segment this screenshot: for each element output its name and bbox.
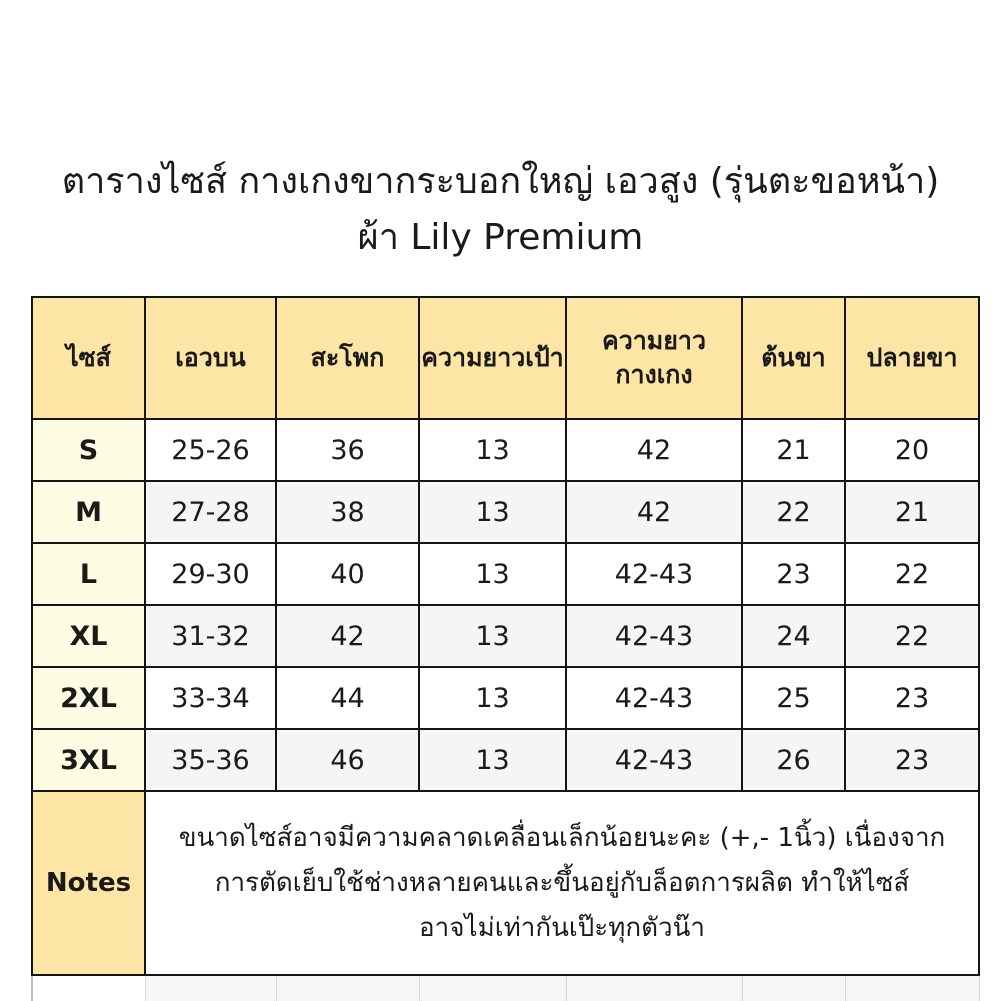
table-row: [32, 667, 979, 729]
header-size: ไซส์: [32, 297, 145, 419]
size-chart-table: [31, 296, 980, 1001]
hem-cell: 23: [845, 667, 979, 729]
header-rise: ความยาวเป้า: [419, 297, 566, 419]
header-length: ความยาวกางเกง: [566, 297, 742, 419]
thigh-cell: 25: [742, 667, 845, 729]
table-row: [32, 419, 979, 481]
hem-cell: 22: [845, 543, 979, 605]
blank-row: [32, 975, 979, 1001]
thigh-cell: 23: [742, 543, 845, 605]
header-thigh: ต้นขา: [742, 297, 845, 419]
length-cell: 42-43: [566, 667, 742, 729]
hem-cell: 20: [845, 419, 979, 481]
waist-cell: 27-28: [145, 481, 276, 543]
hem-cell: 21: [845, 481, 979, 543]
size-cell: 2XL: [32, 667, 145, 729]
rise-cell: 13: [419, 481, 566, 543]
rise-cell: 13: [419, 419, 566, 481]
length-cell: 42-43: [566, 729, 742, 791]
thigh-cell: 24: [742, 605, 845, 667]
header-hip: สะโพก: [276, 297, 419, 419]
blank-cell: [145, 975, 276, 1001]
hip-cell: 46: [276, 729, 419, 791]
waist-cell: 33-34: [145, 667, 276, 729]
rise-cell: 13: [419, 667, 566, 729]
waist-cell: 25-26: [145, 419, 276, 481]
length-cell: 42-43: [566, 543, 742, 605]
table-row: [32, 481, 979, 543]
table-row: [32, 605, 979, 667]
notes-text: [145, 791, 979, 975]
length-cell: 42-43: [566, 605, 742, 667]
waist-cell: 29-30: [145, 543, 276, 605]
hem-cell: 22: [845, 605, 979, 667]
size-cell: L: [32, 543, 145, 605]
hip-cell: 38: [276, 481, 419, 543]
length-cell: 42: [566, 481, 742, 543]
hip-cell: 44: [276, 667, 419, 729]
notes-line: อาจไม่เท่ากันเป๊ะทุกตัวน๊า: [419, 912, 705, 943]
blank-cell: [419, 975, 566, 1001]
header-waist: เอวบน: [145, 297, 276, 419]
size-cell: 3XL: [32, 729, 145, 791]
thigh-cell: 21: [742, 419, 845, 481]
size-cell: XL: [32, 605, 145, 667]
length-cell: 42: [566, 419, 742, 481]
notes-line: การตัดเย็บใช้ช่างหลายคนและขึ้นอยู่กับล็อตการผลิต ทำให้ไซส์: [214, 867, 910, 898]
hip-cell: 36: [276, 419, 419, 481]
table-row: [32, 543, 979, 605]
blank-cell: [276, 975, 419, 1001]
notes-row: [32, 791, 979, 975]
page-subtitle: ผ้า Lily Premium: [357, 217, 644, 258]
page-title: ตารางไซส์ กางเกงขากระบอกใหญ่ เอวสูง (รุ่นตะขอหน้า): [61, 161, 940, 202]
hip-cell: 42: [276, 605, 419, 667]
notes-line: ขนาดไซส์อาจมีความคลาดเคลื่อนเล็กน้อยนะคะ (+,- 1นิ้ว) เนื่องจาก: [178, 822, 946, 853]
table-row: [32, 729, 979, 791]
thigh-cell: 22: [742, 481, 845, 543]
blank-cell: [566, 975, 742, 1001]
blank-cell: [32, 975, 145, 1001]
waist-cell: 35-36: [145, 729, 276, 791]
hem-cell: 23: [845, 729, 979, 791]
blank-cell: [845, 975, 979, 1001]
size-cell: S: [32, 419, 145, 481]
waist-cell: 31-32: [145, 605, 276, 667]
thigh-cell: 26: [742, 729, 845, 791]
size-cell: M: [32, 481, 145, 543]
notes-label: Notes: [32, 791, 145, 975]
header-row: [32, 297, 979, 419]
header-hem: ปลายขา: [845, 297, 979, 419]
hip-cell: 40: [276, 543, 419, 605]
rise-cell: 13: [419, 605, 566, 667]
blank-cell: [742, 975, 845, 1001]
rise-cell: 13: [419, 543, 566, 605]
rise-cell: 13: [419, 729, 566, 791]
